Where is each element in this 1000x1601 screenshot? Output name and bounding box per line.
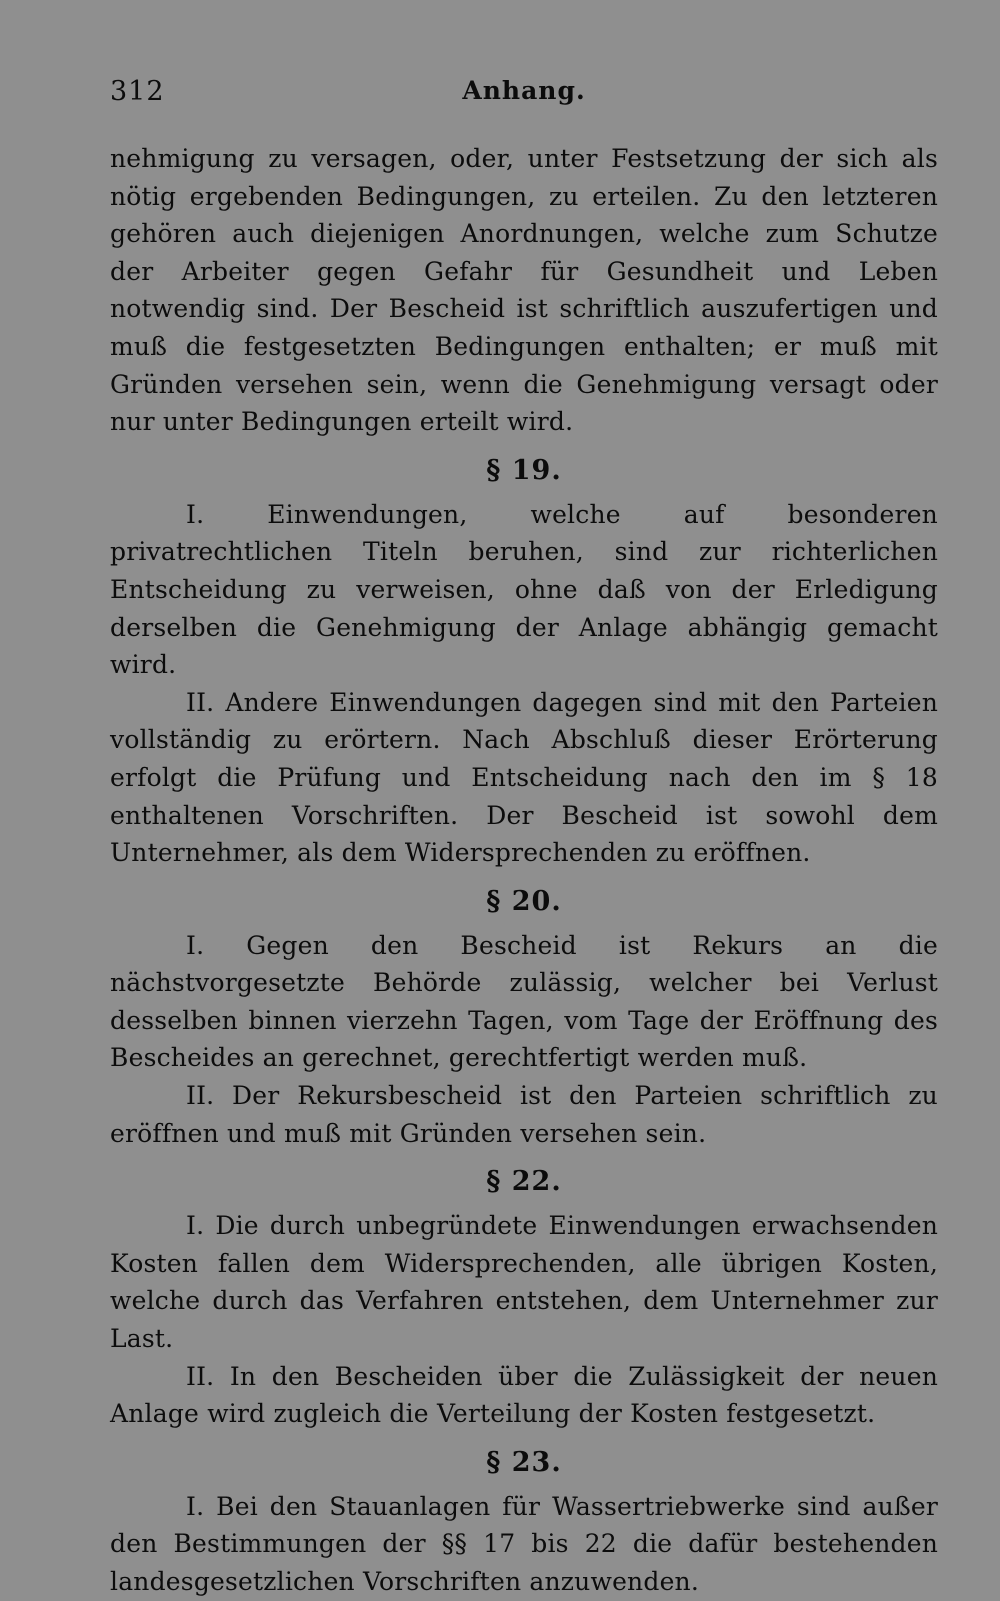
paragraph-continuation: nehmigung zu versagen, oder, unter Festsetzung der sich als nötig ergebenden Bedingungen, zu erteilen. Zu den letzteren gehören auch diejenigen Anordnungen, welche zum Schutze der Arbeiter gegen Gefahr für Gesundheit und Leben notwendig sind. Der Bescheid ist schriftlich auszufertigen und muß die festgesetzten Bedingungen enthalten; er muß mit Gründen versehen sein, wenn die Genehmigung versagt oder nur unter Bedingungen erteilt wird. (110, 144, 938, 437)
paragraph-23-1: I. Bei den Stauanlagen für Wassertriebwerke sind außer den Bestimmungen der §§ 17 bis 22 die dafür bestehenden landesgesetzlichen Vorschriften anzuwenden. (110, 1491, 938, 1596)
paragraph-20-2: II. Der Rekursbescheid ist den Parteien schriftlich zu eröffnen und muß mit Gründen versehen sein. (110, 1081, 938, 1148)
paragraph-19-2: II. Andere Einwendungen dagegen sind mit den Parteien vollständig zu erörtern. Nach Abschluß dieser Erörterung erfolgt die Prüfung und Entscheidung nach den im § 18 enthaltenen Vorschriften. Der Bescheid ist sowohl dem Unternehmer, als dem Widersprechenden zu eröffnen. (110, 687, 938, 868)
running-title: Anhang. (462, 76, 586, 105)
book-page (110, 70, 938, 1601)
page-number: 312 (110, 76, 165, 107)
section-heading-23: § 23. (486, 1446, 562, 1478)
paragraph-20-1: I. Gegen den Bescheid ist Rekurs an die nächstvorgesetzte Behörde zulässig, welcher bei Verlust desselben binnen vierzehn Tagen, vom Tage der Eröffnung des Bescheides an gerechnet, gerechtfertigt werden muß. (110, 930, 938, 1073)
running-head (110, 70, 938, 110)
section-heading-20: § 20. (486, 885, 562, 917)
section-heading-22: § 22. (486, 1166, 562, 1198)
paragraph-19-1: I. Einwendungen, welche auf besonderen privatrechtlichen Titeln beruhen, sind zur richterlichen Entscheidung zu verweisen, ohne daß von der Erledigung derselben die Genehmigung der Anlage abhängig gemacht wird. (110, 499, 938, 680)
paragraph-22-2: II. In den Bescheiden über die Zulässigkeit der neuen Anlage wird zugleich die Verteilung der Kosten festgesetzt. (110, 1361, 938, 1429)
section-heading-19: § 19. (486, 454, 562, 486)
paragraph-22-1: I. Die durch unbegründete Einwendungen erwachsenden Kosten fallen dem Widersprechenden, alle übrigen Kosten, welche durch das Verfahren entstehen, dem Unternehmer zur Last. (110, 1211, 938, 1354)
